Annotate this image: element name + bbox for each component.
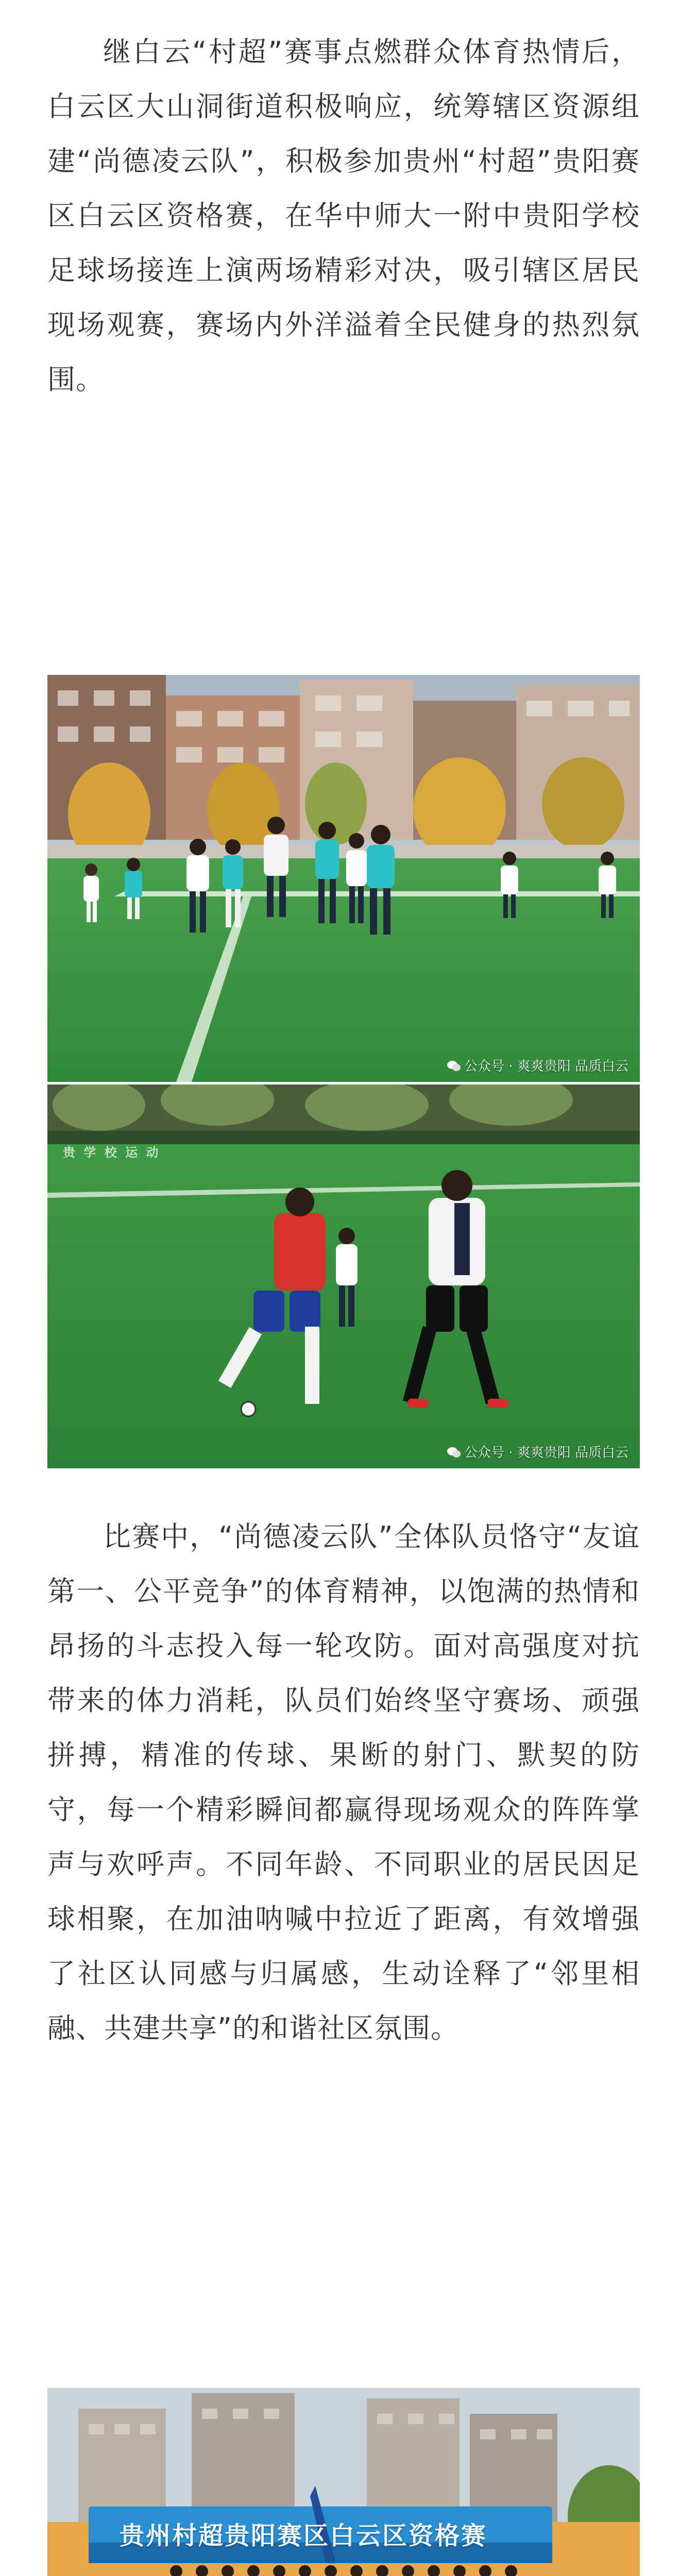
wechat-icon (447, 1060, 461, 1072)
photo-team-group (47, 2388, 640, 2576)
field-sign: 贵 学 校 运 动 (63, 1145, 161, 1160)
photo-match-action-1 (47, 675, 640, 1082)
photo-match-action-1-image (47, 675, 640, 1082)
photo-match-action-2 (47, 1084, 640, 1468)
photo-watermark: 公众号 · 爽爽贵阳 品质白云 (447, 1056, 628, 1075)
paragraph-match: 比赛中，“尚德凌云队”全体队员恪守“友谊第一、公平竞争”的体育精神，以饱满的热情和昂扬的斗志投入每一轮攻防。面对高强度对抗带来的体力消耗，队员们始终坚守赛场、顽强拼搏，精准的传球、果断的射门、默契的防守，每一个精彩瞬间都赢得现场观众的阵阵掌声与欢呼声。不同年龄、不同职业的居民因足球相聚，在加油呐喊中拉近了距离，有效增强了社区认同感与归属感，生动诠释了“邻里相融、共建共享”的和谐社区氛围。 (47, 1520, 640, 2044)
paragraph-intro: 继白云“村超”赛事点燃群众体育热情后，白云区大山洞街道积极响应，统筹辖区资源组建“尚德凌云队”，积极参加贵州“村超”贵阳赛区白云区资格赛，在华中师大一附中贵阳学校足球场接连上演两场精彩对决，吸引辖区居民现场观赛，赛场内外洋溢着全民健身的热烈氛围。 (47, 36, 640, 396)
event-banner-text: 贵州村超贵阳赛区白云区资格赛 (120, 2521, 488, 2550)
photo-watermark: 公众号 · 爽爽贵阳 品质白云 (447, 1442, 628, 1461)
wechat-icon (447, 1446, 461, 1459)
